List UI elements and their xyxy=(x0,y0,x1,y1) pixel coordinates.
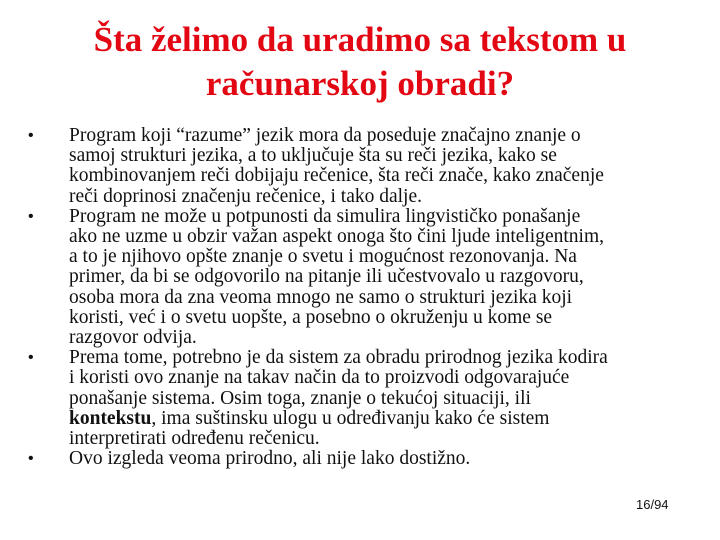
emphasized-term: kontekstu xyxy=(69,407,152,429)
bullet-text-line: Prema tome, potrebno je da sistem za obradu prirodnog jezika kodira xyxy=(69,347,608,369)
slide-title-line-1: Šta želimo da uradimo sa tekstom u xyxy=(93,20,627,59)
bullet-item xyxy=(28,126,700,207)
slide-title xyxy=(20,18,700,106)
bullet-item xyxy=(28,207,700,348)
bullet-text-line: interpretirati određenu rečenicu. xyxy=(69,428,320,450)
bullet-text-line: osoba mora da zna veoma mnogo ne samo o strukturi jezika koji xyxy=(69,286,573,308)
bullet-text-fragment: , ima suštinsku ulogu u određivanju kako će sistem xyxy=(151,407,550,429)
bullet-symbol: • xyxy=(28,127,34,144)
bullet-item xyxy=(28,348,700,449)
bullet-symbol: • xyxy=(28,207,34,225)
bullet-text-line: primer, da bi se odgovorilo na pitanje ili učestvovalo u razgovoru, xyxy=(69,266,584,288)
bullet-symbol: • xyxy=(28,349,34,367)
bullet-text-line: Program koji “razume” jezik mora da poseduje značajno znanje o xyxy=(69,125,581,146)
bullet-text-line: reči doprinosi značenju rečenice, i tako dalje. xyxy=(69,185,422,207)
bullet-text-line-emphasis xyxy=(69,409,700,429)
bullet-list xyxy=(28,126,700,469)
page-number: 16/94 xyxy=(636,497,669,512)
bullet-text-line: samoj strukturi jezika, a to uključuje šta su reči jezika, kako se xyxy=(69,145,557,167)
bullet-text-line: ponašanje sistema. Osim toga, znanje o tekućoj situaciji, ili xyxy=(69,387,531,409)
bullet-text-line: ako ne uzme u obzir važan aspekt onoga što čini ljude inteligentnim, xyxy=(69,226,605,248)
bullet-text-line: kombinovanjem reči dobijaju rečenice, šta reči znače, kako značenje xyxy=(69,165,604,187)
bullet-text-line: Program ne može u potpunosti da simulira lingvističko ponašanje xyxy=(69,205,581,227)
bullet-text-line: Ovo izgleda veoma prirodno, ali nije lako dostižno. xyxy=(69,448,471,470)
slide-title-line-2: računarskoj obradi? xyxy=(205,64,515,103)
bullet-symbol: • xyxy=(28,450,34,468)
bullet-text-line: razgovor odvija. xyxy=(69,327,197,349)
bullet-text-line: i koristi ovo znanje na takav način da to proizvodi odgovarajuće xyxy=(69,367,570,389)
bullet-item xyxy=(28,449,700,469)
bullet-text-line: koristi, već i o svetu uopšte, a posebno o okruženju u kome se xyxy=(69,306,553,328)
bullet-text-line: a to je njihovo opšte znanje o svetu i mogućnost rezonovanja. Na xyxy=(69,246,577,268)
